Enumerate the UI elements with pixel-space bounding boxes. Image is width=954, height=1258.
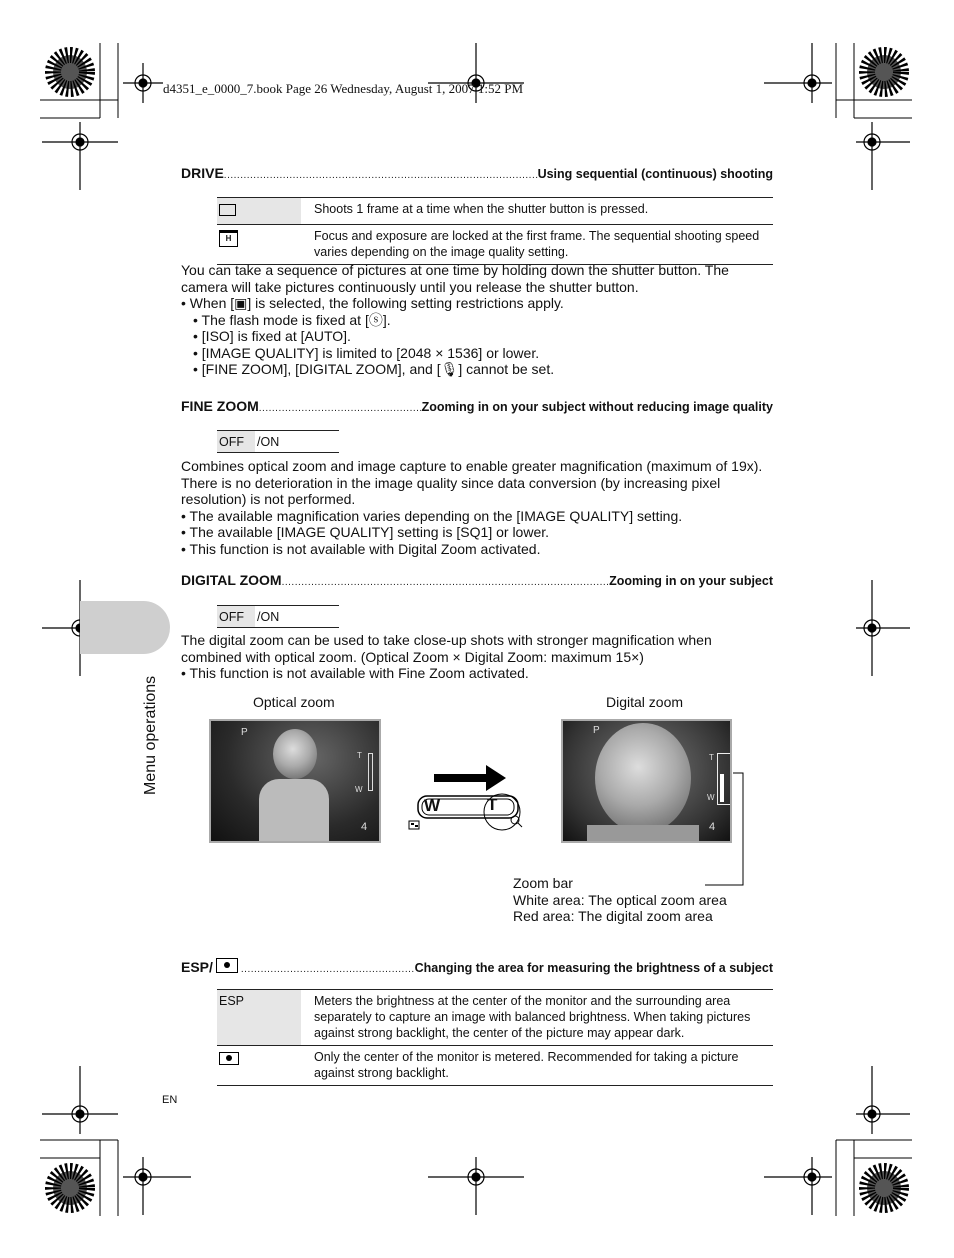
drive-row-desc: Shoots 1 frame at a time when the shutter button is pressed. [301, 198, 773, 225]
leader-dots [224, 170, 538, 181]
lever-w-label: W [424, 796, 441, 815]
book-header: d4351_e_0000_7.book Page 26 Wednesday, August 1, 2007 1:52 PM [163, 81, 524, 96]
frames-left: 4 [709, 821, 716, 833]
zoom-notes [513, 875, 727, 925]
table-row [217, 990, 773, 1046]
esp-table [217, 989, 773, 1086]
table-row [217, 225, 773, 265]
note: White area: The optical zoom area [513, 891, 727, 908]
drive-subtitle: Using sequential (continuous) shooting [537, 167, 773, 181]
list-item: • This function is not available with Digital Zoom activated. [181, 540, 541, 557]
zoom-w: W [707, 793, 715, 802]
zoom-t: T [709, 753, 714, 762]
list-item: • [ISO] is fixed at [AUTO]. [193, 328, 351, 344]
esp-row-desc: Meters the brightness at the center of the monitor and the surrounding area separately to capture an image with balanced brightness. When taking pictures against strong backlight, the center of the picture may appear dark. [301, 990, 773, 1046]
option-off: OFF [217, 606, 255, 627]
spot-metering-icon [216, 958, 238, 973]
paragraph: Combines optical zoom and image capture to enable greater magnification (maximum of 19x). There is no deterioration in the image quality since data conversion (by increasing pixel resolution) is not performed. [181, 458, 763, 507]
fine-zoom-body [181, 458, 776, 557]
screen-mode: P [241, 727, 248, 738]
list-item: • This function is not available with Fine Zoom activated. [181, 665, 529, 681]
side-tab [80, 601, 170, 654]
esp-heading [181, 957, 773, 975]
fine-zoom-subtitle: Zooming in on your subject without reducing image quality [421, 400, 773, 414]
digital-zoom-title: DIGITAL ZOOM [181, 572, 282, 588]
digital-zoom-caption: Digital zoom [606, 694, 684, 710]
fine-zoom-heading [181, 398, 773, 414]
table-row [217, 198, 773, 225]
spot-metering-icon [219, 1052, 239, 1065]
optical-zoom-caption: Optical zoom [253, 694, 335, 710]
esp-subtitle: Changing the area for measuring the brightness of a subject [414, 961, 773, 975]
note: Red area: The digital zoom area [513, 908, 713, 924]
list-item: • When [▣] is selected, the following setting restrictions apply. [181, 295, 564, 311]
digital-zoom-options [217, 605, 339, 628]
digital-zoom-body [181, 632, 776, 682]
zoom-w: W [355, 785, 363, 794]
language-code: EN [162, 1094, 178, 1106]
drive-title: DRIVE [181, 165, 224, 181]
single-frame-icon [219, 204, 236, 216]
leader-dots [259, 403, 422, 414]
paragraph: The digital zoom can be used to take close-up shots with stronger magnification when combined with optical zoom. (Optical Zoom × Digital Zoom: maximum 15×) [181, 632, 712, 665]
esp-row-desc: Only the center of the monitor is metered. Recommended for taking a picture against strong backlight. [301, 1046, 773, 1086]
screen-mode: P [593, 725, 600, 736]
sequential-hi-icon: H [219, 230, 238, 247]
option-on: /ON [257, 434, 280, 449]
drive-body [181, 262, 776, 378]
list-item: • [IMAGE QUALITY] is limited to [2048 × 1536] or lower. [193, 344, 540, 361]
digital-zoom-heading [181, 572, 773, 588]
optical-zoom-photo [209, 719, 381, 843]
list-item: • The available [IMAGE QUALITY] setting is [SQ1] or lower. [181, 524, 550, 540]
arrow-right-icon [434, 765, 506, 791]
lever-t-label: T [487, 795, 498, 814]
drive-heading [181, 165, 773, 181]
table-row [217, 1046, 773, 1086]
side-tab-label: Menu operations [142, 675, 159, 795]
note: Zoom bar [513, 875, 573, 891]
zoom-bar [368, 753, 373, 791]
drive-table [217, 197, 773, 265]
fine-zoom-options [217, 430, 339, 453]
list-item: • The available magnification varies depending on the [IMAGE QUALITY] setting. [181, 507, 683, 524]
option-off: OFF [217, 431, 255, 452]
digital-zoom-subtitle: Zooming in on your subject [609, 574, 773, 588]
list-item: • [FINE ZOOM], [DIGITAL ZOOM], and [🎙] cannot be set. [193, 361, 555, 377]
leader-dots [241, 964, 415, 975]
option-on: /ON [257, 609, 280, 624]
esp-key: ESP [217, 990, 301, 1046]
zoom-t: T [357, 751, 362, 760]
leader-dots [282, 577, 610, 588]
paragraph: You can take a sequence of pictures at one time by holding down the shutter button. The camera will take pictures continuously until you release the shutter button. [181, 262, 729, 295]
callout-line [700, 770, 750, 890]
esp-title: ESP/ [181, 959, 213, 975]
list-item: • The flash mode is fixed at [ⓢ]. [193, 311, 391, 328]
fine-zoom-title: FINE ZOOM [181, 398, 259, 414]
frames-left: 4 [361, 821, 368, 833]
drive-row-desc: Focus and exposure are locked at the first frame. The sequential shooting speed varies depending on the image quality setting. [301, 225, 773, 265]
